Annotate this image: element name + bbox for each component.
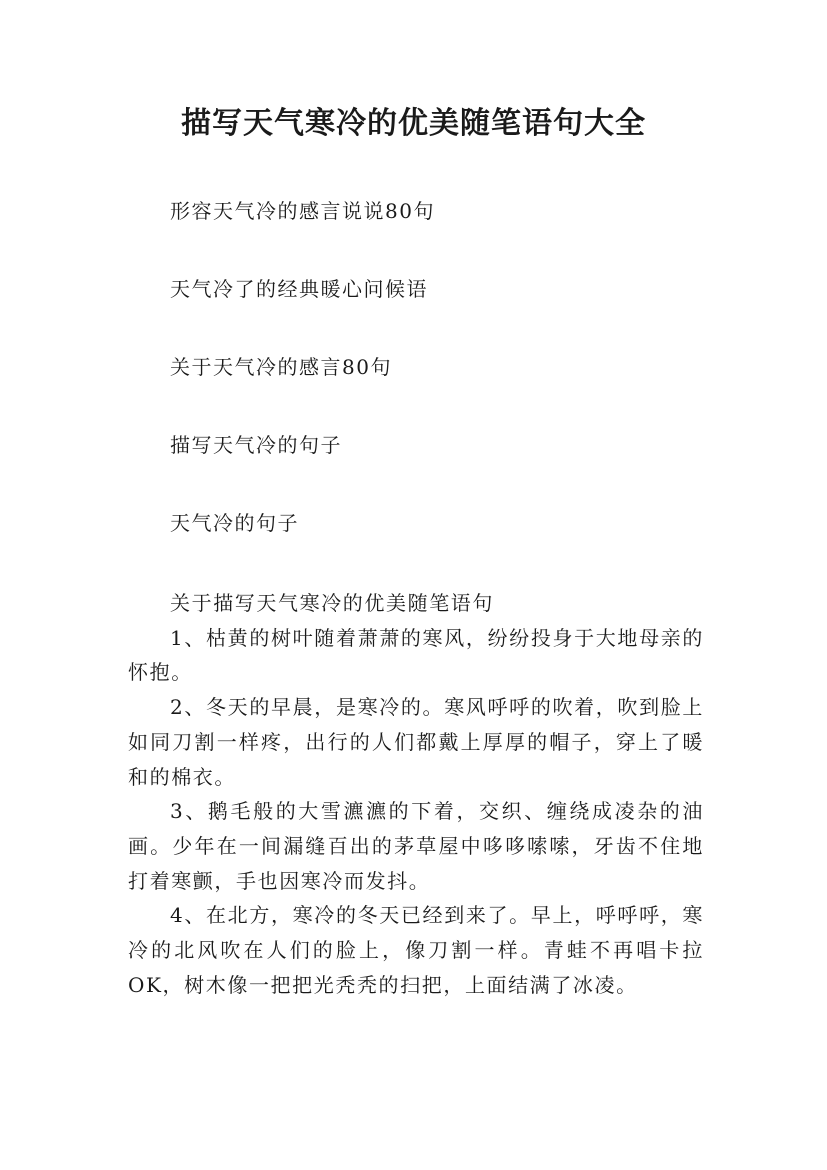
paragraph: 4、在北方，寒冷的冬天已经到来了。早上，呼呼呼，寒冷的北风吹在人们的脸上，像刀割一样。青蛙不再唱卡拉OK，树木像一把把光秃秃的扫把，上面结满了冰凌。 <box>128 903 704 997</box>
paragraph: 3、鹅毛般的大雪瀌瀌的下着，交织、缠绕成凌杂的油画。少年在一间漏缝百出的茅草屋中哆哆嗦嗦，牙齿不住地打着寒颤，手也因寒冷而发抖。 <box>128 799 704 893</box>
toc-item: 关于天气冷的感言80句 <box>170 355 392 379</box>
section-heading: 关于描写天气寒冷的优美随笔语句 <box>170 591 494 615</box>
paragraph: 1、枯黄的树叶随着萧萧的寒风，纷纷投身于大地母亲的怀抱。 <box>128 625 704 685</box>
toc-item: 描写天气冷的句子 <box>170 433 342 457</box>
toc-item: 天气冷了的经典暖心问候语 <box>170 277 428 301</box>
article-body <box>128 586 704 1002</box>
toc-item: 形容天气冷的感言说说80句 <box>170 199 435 223</box>
document-title: 描写天气寒冷的优美随笔语句大全 <box>181 106 646 141</box>
table-of-contents <box>170 196 435 586</box>
paragraph: 2、冬天的早晨，是寒冷的。寒风呼呼的吹着，吹到脸上如同刀割一样疼，出行的人们都戴上厚厚的帽子，穿上了暖和的棉衣。 <box>128 695 704 789</box>
toc-item: 天气冷的句子 <box>170 511 299 535</box>
